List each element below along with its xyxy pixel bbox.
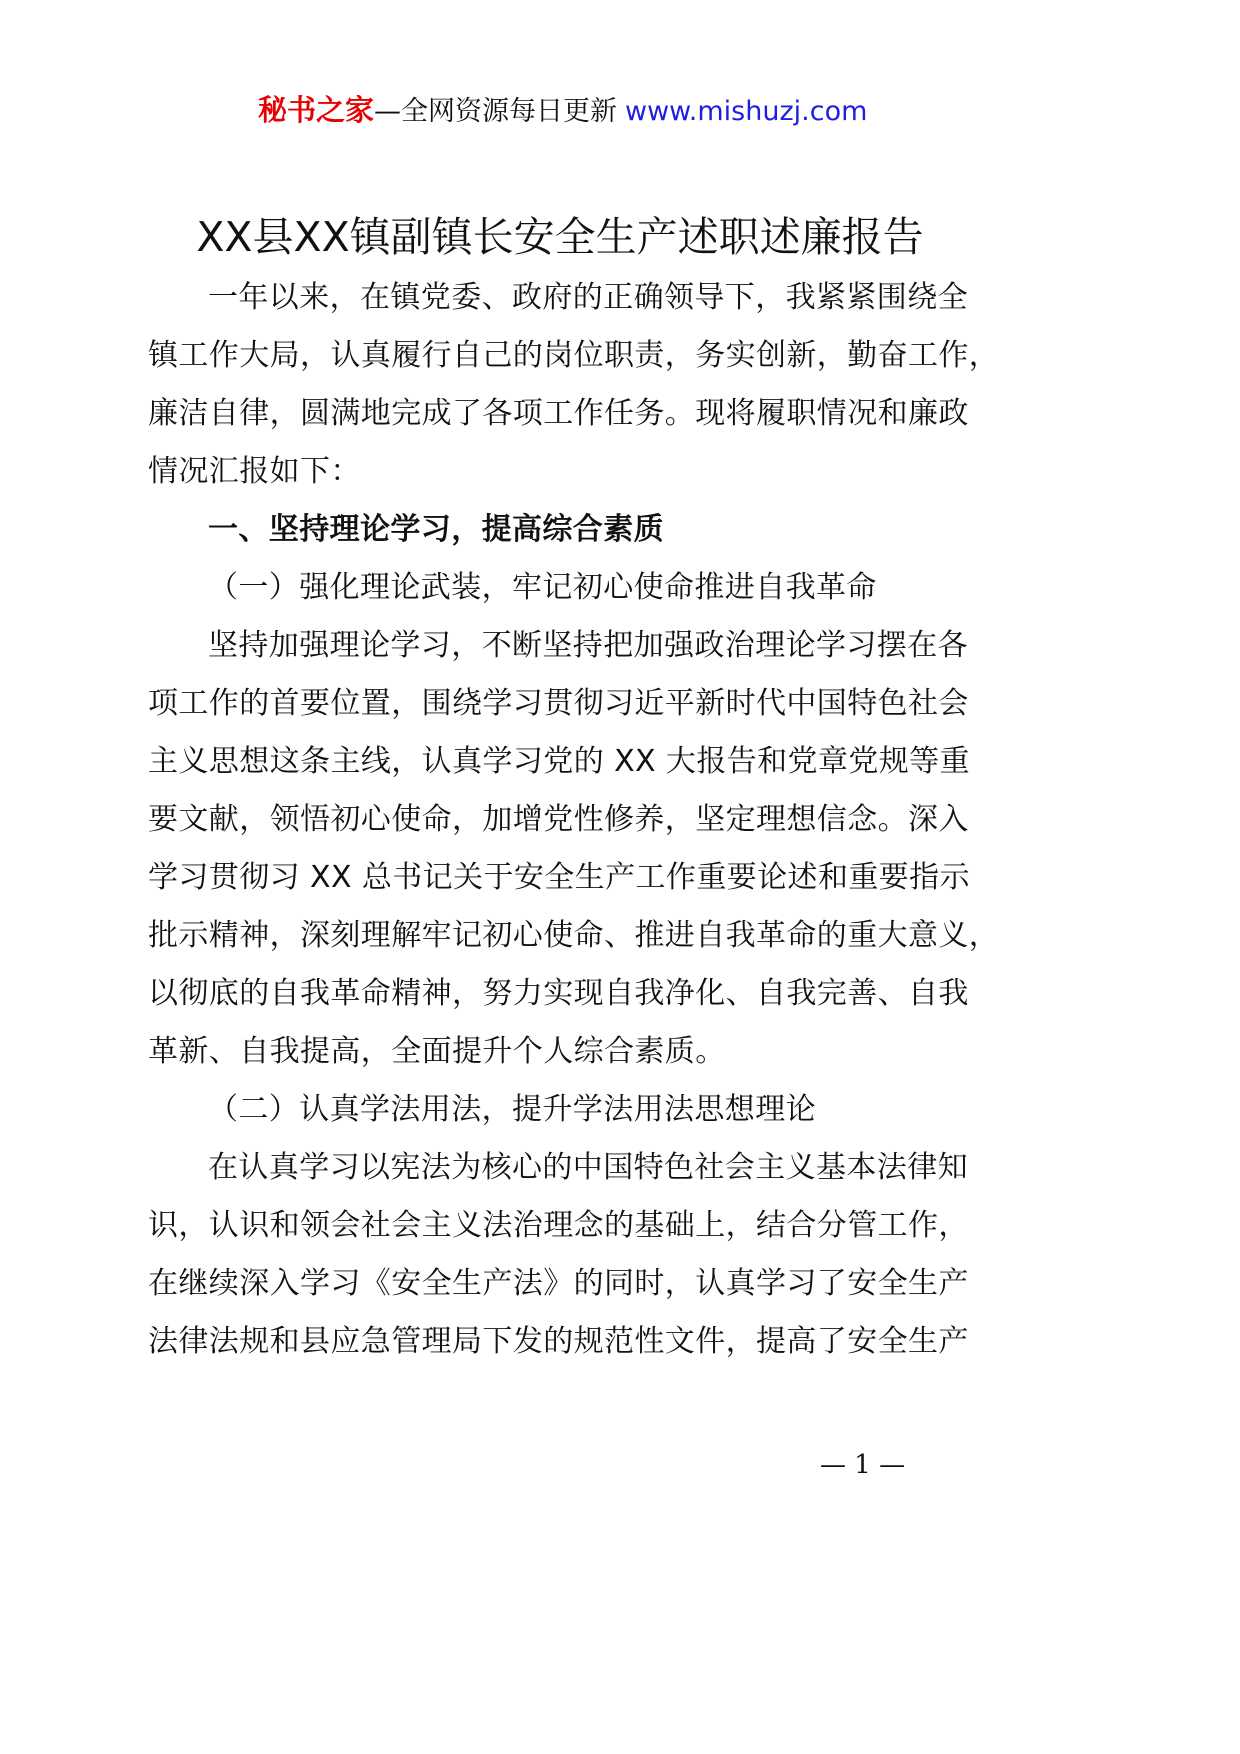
paragraph-line: 在继续深入学习《安全生产法》的同时，认真学习了安全生产 (148, 1266, 969, 1301)
paragraph-line: 项工作的首要位置，围绕学习贯彻习近平新时代中国特色社会 (148, 686, 969, 721)
header-tagline: —全网资源每日更新 (374, 96, 618, 127)
intro-line: 镇工作大局，认真履行自己的岗位职责，务实创新，勤奋工作， (148, 338, 1000, 373)
paragraph-line: 主义思想这条主线，认真学习党的 XX 大报告和党章党规等重 (148, 744, 970, 779)
subsection-1-heading: （一）强化理论武装，牢记初心使命推进自我革命 (208, 570, 877, 605)
subsection-2-paragraph (148, 1139, 1028, 1371)
subsection-1-paragraph (148, 617, 1028, 1081)
page-number: — 1 — (820, 1450, 906, 1480)
paragraph-line: 法律法规和县应急管理局下发的规范性文件，提高了安全生产 (148, 1324, 969, 1359)
paragraph-line: 批示精神，深刻理解牢记初心使命、推进自我革命的重大意义， (148, 918, 1000, 953)
intro-line: 廉洁自律，圆满地完成了各项工作任务。现将履职情况和廉政 (148, 396, 969, 431)
paragraph-line: 坚持加强理论学习，不断坚持把加强政治理论学习摆在各 (208, 628, 968, 663)
subsection-2-heading: （二）认真学法用法，提升学法用法思想理论 (208, 1092, 816, 1127)
intro-paragraph (148, 269, 1028, 501)
paragraph-line: 以彻底的自我革命精神，努力实现自我净化、自我完善、自我 (148, 976, 969, 1011)
website-url: www.mishuzj.com (625, 96, 868, 127)
paragraph-line: 在认真学习以宪法为核心的中国特色社会主义基本法律知 (208, 1150, 968, 1185)
intro-line: 一年以来，在镇党委、政府的正确领导下，我紧紧围绕全 (208, 280, 968, 315)
paragraph-line: 识，认识和领会社会主义法治理念的基础上，结合分管工作， (148, 1208, 969, 1243)
paragraph-line: 学习贯彻习 XX 总书记关于安全生产工作重要论述和重要指示 (148, 860, 970, 895)
paragraph-line: 革新、自我提高，全面提升个人综合素质。 (148, 1034, 726, 1069)
intro-line: 情况汇报如下： (148, 454, 361, 489)
document-title: XX县XX镇副镇长安全生产述职述廉报告 (196, 213, 924, 261)
document-body (148, 269, 1028, 1371)
site-header (258, 90, 867, 130)
paragraph-line: 要文献，领悟初心使命，加增党性修养，坚定理想信念。深入 (148, 802, 969, 837)
section-1-heading: 一、坚持理论学习，提高综合素质 (208, 512, 664, 547)
brand-name: 秘书之家 (258, 93, 375, 127)
